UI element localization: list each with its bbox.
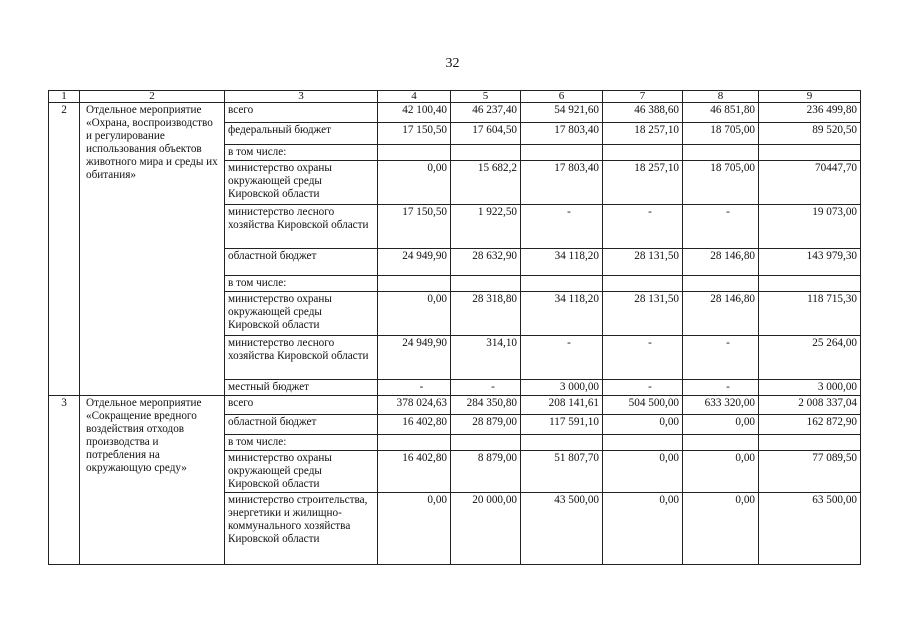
amount-cell: 46 388,60 — [603, 103, 683, 123]
amount-cell: - — [378, 380, 451, 396]
amount-cell: 17 150,50 — [378, 123, 451, 145]
amount-cell: - — [683, 336, 759, 380]
amount-cell: 118 715,30 — [759, 292, 861, 336]
empty-cell — [759, 435, 861, 451]
funding-source-label: министерство охраны окружающей среды Кировской области — [225, 161, 378, 205]
column-number: 4 — [378, 91, 451, 103]
column-number: 5 — [451, 91, 521, 103]
amount-cell: 17 803,40 — [521, 123, 603, 145]
amount-cell: - — [521, 205, 603, 249]
amount-cell: 63 500,00 — [759, 493, 861, 565]
table-row — [49, 103, 861, 123]
empty-cell — [378, 276, 451, 292]
amount-cell: 0,00 — [683, 415, 759, 435]
empty-cell — [521, 276, 603, 292]
amount-cell: 28 146,80 — [683, 292, 759, 336]
funding-source-label: министерство охраны окружающей среды Кировской области — [225, 451, 378, 493]
empty-cell — [451, 276, 521, 292]
amount-cell: 19 073,00 — [759, 205, 861, 249]
amount-cell: 28 146,80 — [683, 249, 759, 276]
funding-source-label: федеральный бюджет — [225, 123, 378, 145]
amount-cell: 208 141,61 — [521, 396, 603, 415]
amount-cell: 17 803,40 — [521, 161, 603, 205]
funding-source-label: в том числе: — [225, 145, 378, 161]
funding-source-label: всего — [225, 396, 378, 415]
amount-cell: 0,00 — [378, 493, 451, 565]
amount-cell: 70447,70 — [759, 161, 861, 205]
funding-source-label: министерство строительства, энергетики и жилищно-коммунального хозяйства Кировской области — [225, 493, 378, 565]
amount-cell: - — [603, 380, 683, 396]
amount-cell: 504 500,00 — [603, 396, 683, 415]
amount-cell: 16 402,80 — [378, 415, 451, 435]
amount-cell: 28 632,90 — [451, 249, 521, 276]
amount-cell: 284 350,80 — [451, 396, 521, 415]
table-row — [49, 396, 861, 415]
item-number: 3 — [49, 396, 80, 565]
amount-cell: 89 520,50 — [759, 123, 861, 145]
funding-source-label: всего — [225, 103, 378, 123]
column-number: 7 — [603, 91, 683, 103]
amount-cell: 43 500,00 — [521, 493, 603, 565]
amount-cell: - — [521, 336, 603, 380]
empty-cell — [521, 435, 603, 451]
amount-cell: 3 000,00 — [759, 380, 861, 396]
amount-cell: 378 024,63 — [378, 396, 451, 415]
empty-cell — [603, 435, 683, 451]
amount-cell: - — [603, 205, 683, 249]
amount-cell: - — [603, 336, 683, 380]
budget-table — [48, 90, 861, 565]
amount-cell: 18 705,00 — [683, 161, 759, 205]
amount-cell: 18 705,00 — [683, 123, 759, 145]
amount-cell: 15 682,2 — [451, 161, 521, 205]
empty-cell — [603, 276, 683, 292]
amount-cell: 0,00 — [683, 493, 759, 565]
amount-cell: 28 318,80 — [451, 292, 521, 336]
amount-cell: 0,00 — [603, 415, 683, 435]
empty-cell — [378, 435, 451, 451]
amount-cell: 633 320,00 — [683, 396, 759, 415]
amount-cell: 0,00 — [603, 493, 683, 565]
empty-cell — [683, 276, 759, 292]
column-number: 6 — [521, 91, 603, 103]
item-title: Отдельное мероприятие «Охрана, воспроизводство и регулирование использования объектов животного мира и среды их обитания» — [80, 103, 225, 396]
funding-source-label: областной бюджет — [225, 415, 378, 435]
item-title: Отдельное мероприятие «Сокращение вредного воздействия отходов производства и потребления на окружающую среду» — [80, 396, 225, 565]
amount-cell: 2 008 337,04 — [759, 396, 861, 415]
amount-cell: 46 851,80 — [683, 103, 759, 123]
amount-cell: - — [451, 380, 521, 396]
amount-cell: 16 402,80 — [378, 451, 451, 493]
empty-cell — [451, 145, 521, 161]
empty-cell — [521, 145, 603, 161]
header-row — [49, 91, 861, 103]
empty-cell — [451, 435, 521, 451]
amount-cell: 17 150,50 — [378, 205, 451, 249]
amount-cell: 24 949,90 — [378, 336, 451, 380]
amount-cell: 143 979,30 — [759, 249, 861, 276]
amount-cell: 20 000,00 — [451, 493, 521, 565]
amount-cell: 8 879,00 — [451, 451, 521, 493]
empty-cell — [683, 435, 759, 451]
amount-cell: 28 131,50 — [603, 249, 683, 276]
funding-source-label: министерство лесного хозяйства Кировской области — [225, 205, 378, 249]
amount-cell: 54 921,60 — [521, 103, 603, 123]
column-number: 8 — [683, 91, 759, 103]
amount-cell: 0,00 — [378, 292, 451, 336]
funding-source-label: министерство охраны окружающей среды Кировской области — [225, 292, 378, 336]
column-number: 1 — [49, 91, 80, 103]
amount-cell: 162 872,90 — [759, 415, 861, 435]
amount-cell: 46 237,40 — [451, 103, 521, 123]
amount-cell: 314,10 — [451, 336, 521, 380]
amount-cell: 25 264,00 — [759, 336, 861, 380]
amount-cell: 77 089,50 — [759, 451, 861, 493]
amount-cell: 17 604,50 — [451, 123, 521, 145]
amount-cell: 24 949,90 — [378, 249, 451, 276]
funding-source-label: в том числе: — [225, 435, 378, 451]
amount-cell: 18 257,10 — [603, 161, 683, 205]
amount-cell: - — [683, 205, 759, 249]
funding-source-label: местный бюджет — [225, 380, 378, 396]
empty-cell — [759, 276, 861, 292]
amount-cell: 42 100,40 — [378, 103, 451, 123]
amount-cell: 28 879,00 — [451, 415, 521, 435]
amount-cell: - — [683, 380, 759, 396]
amount-cell: 1 922,50 — [451, 205, 521, 249]
amount-cell: 236 499,80 — [759, 103, 861, 123]
table-body — [49, 91, 861, 565]
amount-cell: 51 807,70 — [521, 451, 603, 493]
empty-cell — [603, 145, 683, 161]
empty-cell — [683, 145, 759, 161]
column-number: 3 — [225, 91, 378, 103]
amount-cell: 0,00 — [378, 161, 451, 205]
amount-cell: 117 591,10 — [521, 415, 603, 435]
empty-cell — [759, 145, 861, 161]
amount-cell: 34 118,20 — [521, 249, 603, 276]
amount-cell: 18 257,10 — [603, 123, 683, 145]
empty-cell — [378, 145, 451, 161]
amount-cell: 0,00 — [683, 451, 759, 493]
item-number: 2 — [49, 103, 80, 396]
funding-source-label: в том числе: — [225, 276, 378, 292]
amount-cell: 34 118,20 — [521, 292, 603, 336]
column-number: 2 — [80, 91, 225, 103]
amount-cell: 3 000,00 — [521, 380, 603, 396]
amount-cell: 0,00 — [603, 451, 683, 493]
funding-source-label: министерство лесного хозяйства Кировской области — [225, 336, 378, 380]
funding-source-label: областной бюджет — [225, 249, 378, 276]
column-number: 9 — [759, 91, 861, 103]
amount-cell: 28 131,50 — [603, 292, 683, 336]
page-number: 32 — [445, 56, 460, 71]
